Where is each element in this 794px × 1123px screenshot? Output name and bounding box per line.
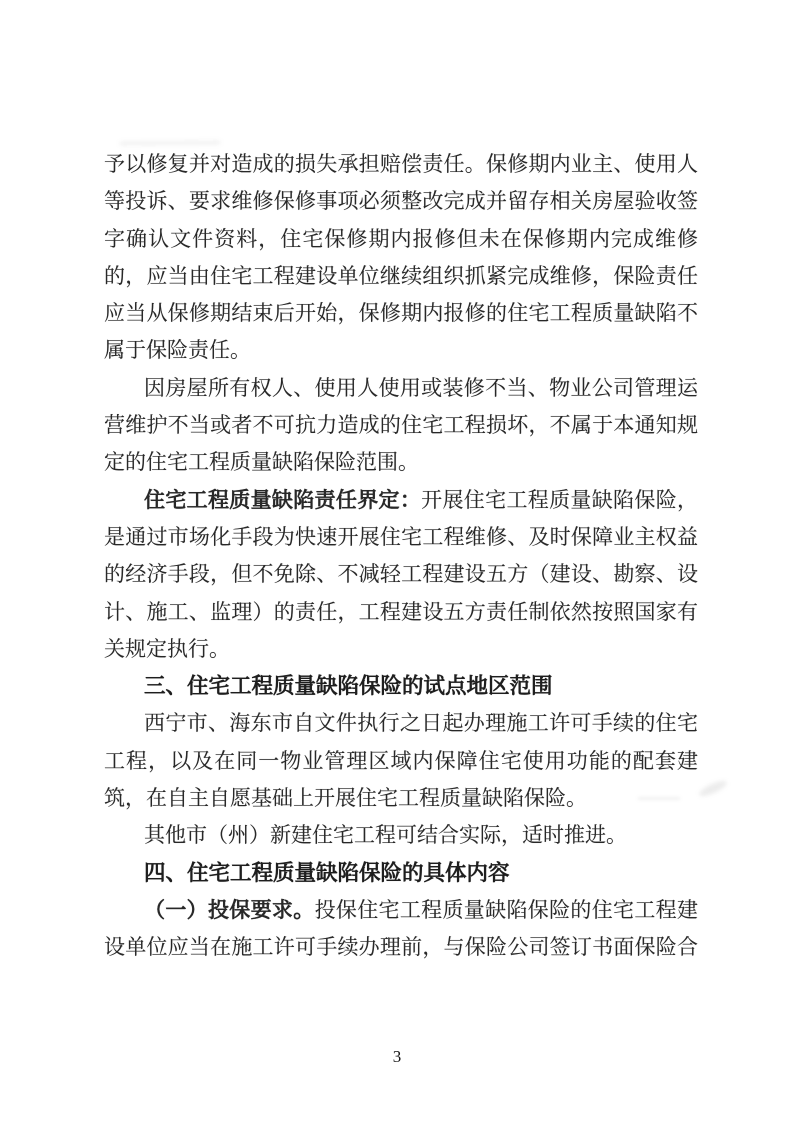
text-line: 属于保险责任。	[104, 338, 251, 363]
text-line: 计、施工、监理）的责任，工程建设五方责任制依然按照国家有	[104, 599, 698, 624]
scan-artifact	[120, 141, 220, 146]
scan-artifact	[698, 778, 729, 799]
bold-lead: （一）投保要求。	[144, 897, 315, 922]
text-line: 筑，在自主自愿基础上开展住宅工程质量缺陷保险。	[104, 786, 587, 811]
text-line: 字确认文件资料，住宅保修期内报修但未在保修期内完成维修	[104, 226, 698, 251]
text-line: 营维护不当或者不可抗力造成的住宅工程损坏，不属于本通知规	[104, 413, 698, 438]
text-line-defect-definition: 住宅工程质量缺陷责任界定：开展住宅工程质量缺陷保险，	[144, 487, 699, 512]
text-line: 的，应当由住宅工程建设单位继续组织抓紧完成维修，保险责任	[104, 263, 698, 288]
bold-lead: 住宅工程质量缺陷责任界定：	[144, 487, 422, 512]
document-body	[104, 146, 698, 967]
text-line: 西宁市、海东市自文件执行之日起办理施工许可手续的住宅	[144, 711, 698, 736]
text-line: 是通过市场化手段为快速开展住宅工程维修、及时保障业主权益	[104, 524, 698, 549]
text-line: 定的住宅工程质量缺陷保险范围。	[104, 450, 419, 475]
text-line: 因房屋所有权人、使用人使用或装修不当、物业公司管理运	[144, 375, 698, 400]
text-line-insure-requirement: （一）投保要求。投保住宅工程质量缺陷保险的住宅工程建	[144, 897, 699, 922]
text-line: 工程，以及在同一物业管理区域内保障住宅使用功能的配套建	[104, 748, 698, 773]
text-line: 其他市（州）新建住宅工程可结合实际，适时推进。	[144, 823, 627, 848]
section-heading-4: 四、住宅工程质量缺陷保险的具体内容	[144, 860, 510, 885]
text-line: 的经济手段，但不免除、不减轻工程建设五方（建设、勘察、设	[104, 562, 698, 587]
text-line: 等投诉、要求维修保修事项必须整改完成并留存相关房屋验收签	[104, 189, 698, 214]
text-line: 应当从保修期结束后开始，保修期内报修的住宅工程质量缺陷不	[104, 301, 698, 326]
text-line: 关规定执行。	[104, 636, 230, 661]
page-number: 3	[392, 1047, 402, 1066]
section-heading-3: 三、住宅工程质量缺陷保险的试点地区范围	[144, 674, 553, 699]
text-line: 设单位应当在施工许可手续办理前，与保险公司签订书面保险合	[104, 935, 698, 960]
text-line: 予以修复并对造成的损失承担赔偿责任。保修期内业主、使用人	[104, 152, 698, 176]
